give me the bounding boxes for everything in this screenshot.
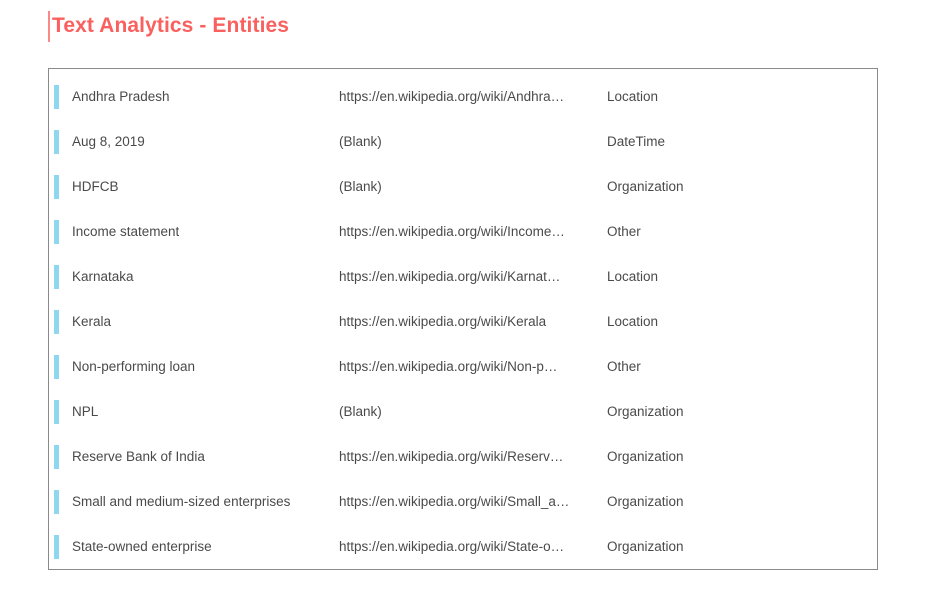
entity-type: Organization [607, 449, 684, 464]
table-row[interactable] [49, 299, 877, 344]
entity-type: Location [607, 269, 659, 284]
entity-name: NPL [72, 404, 99, 419]
entity-url: (Blank) [339, 134, 382, 149]
row-accent-bar [54, 130, 59, 154]
row-accent-bar [54, 220, 59, 244]
entity-url: https://en.wikipedia.org/wiki/Kerala [339, 314, 547, 329]
entity-url: https://en.wikipedia.org/wiki/Small_a… [339, 494, 570, 509]
entity-cell [49, 220, 339, 244]
table-row[interactable] [49, 524, 877, 569]
entity-cell [49, 85, 339, 109]
table-row[interactable] [49, 479, 877, 524]
row-accent-bar [54, 445, 59, 469]
entity-cell [49, 175, 339, 199]
entity-type: Location [607, 314, 659, 329]
table-row[interactable] [49, 434, 877, 479]
entities-table [48, 68, 878, 570]
entity-type: Organization [607, 494, 684, 509]
table-row[interactable] [49, 164, 877, 209]
entity-type: Other [607, 359, 641, 374]
entities-table-body [49, 69, 877, 569]
entity-name: Andhra Pradesh [72, 89, 170, 104]
entity-url: https://en.wikipedia.org/wiki/Karnat… [339, 269, 561, 284]
entity-cell [49, 355, 339, 379]
row-accent-bar [54, 535, 59, 559]
entity-cell [49, 490, 339, 514]
title-caret-marker [48, 11, 50, 42]
table-row[interactable] [49, 254, 877, 299]
entity-cell [49, 535, 339, 559]
entity-name: Karnataka [72, 269, 134, 284]
entity-type: Organization [607, 179, 684, 194]
page-title: Text Analytics - Entities [52, 14, 290, 37]
entity-url: https://en.wikipedia.org/wiki/State-o… [339, 539, 565, 554]
row-accent-bar [54, 265, 59, 289]
table-row[interactable] [49, 389, 877, 434]
entity-type: Organization [607, 404, 684, 419]
entity-type: DateTime [607, 134, 666, 149]
row-accent-bar [54, 310, 59, 334]
entity-url: (Blank) [339, 404, 382, 419]
entity-cell [49, 445, 339, 469]
entity-url: https://en.wikipedia.org/wiki/Andhra… [339, 89, 565, 104]
entity-name: Kerala [72, 314, 112, 329]
table-row[interactable] [49, 74, 877, 119]
entity-url: https://en.wikipedia.org/wiki/Income… [339, 224, 565, 239]
entity-name: Aug 8, 2019 [72, 134, 145, 149]
entity-name: Non-performing loan [72, 359, 196, 374]
entity-type: Other [607, 224, 641, 239]
entity-type: Organization [607, 539, 684, 554]
page-title-container [48, 10, 289, 46]
row-accent-bar [54, 175, 59, 199]
table-row[interactable] [49, 344, 877, 389]
entity-url: (Blank) [339, 179, 382, 194]
entity-name: HDFCB [72, 179, 119, 194]
entity-cell [49, 130, 339, 154]
table-row[interactable] [49, 209, 877, 254]
table-row[interactable] [49, 119, 877, 164]
entity-type: Location [607, 89, 659, 104]
entity-name: Reserve Bank of India [72, 449, 205, 464]
entity-name: State-owned enterprise [72, 539, 212, 554]
entity-name: Small and medium-sized enterprises [72, 494, 291, 509]
row-accent-bar [54, 400, 59, 424]
entity-name: Income statement [72, 224, 180, 239]
entity-cell [49, 400, 339, 424]
entity-cell [49, 310, 339, 334]
row-accent-bar [54, 85, 59, 109]
entity-url: https://en.wikipedia.org/wiki/Non-p… [339, 359, 558, 374]
entity-cell [49, 265, 339, 289]
row-accent-bar [54, 490, 59, 514]
entity-url: https://en.wikipedia.org/wiki/Reserv… [339, 449, 564, 464]
row-accent-bar [54, 355, 59, 379]
